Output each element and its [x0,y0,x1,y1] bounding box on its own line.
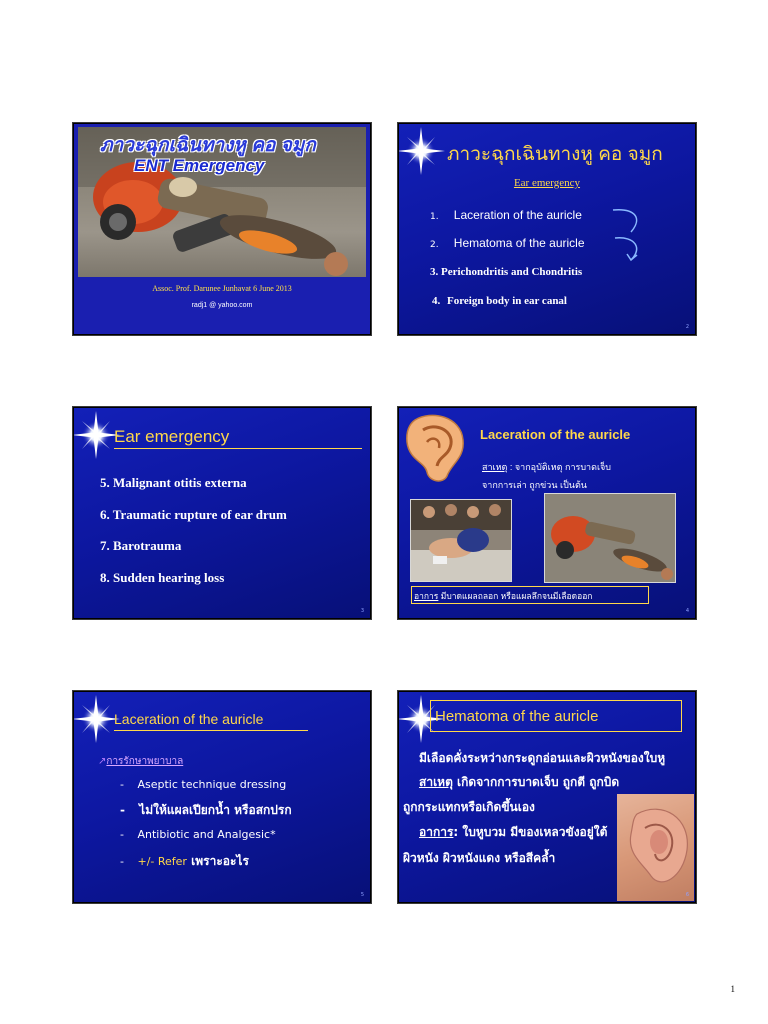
item-dash: - [120,803,125,817]
arrow-bullet-icon: ↗ [98,756,107,767]
symptom-text: : ใบหูบวม มีของเหลวขังอยู่ใต้ [453,825,608,839]
item-text: Aseptic technique dressing [137,778,287,791]
slide-5-title: Laceration of the auricle [114,711,264,727]
list-item: 7. Barotrauma [100,538,182,553]
slide-1-english-title: ENT Emergency [134,156,265,175]
slide-6-line-4 [419,823,607,842]
slide-4 [398,407,696,619]
item-dash: - [120,778,124,791]
cause-text: เกิดจากการบาดเจ็บ ถูกตี ถูกบิด [452,775,620,789]
slide-4-cause [482,460,611,474]
symptom-label: อาการ [419,825,454,839]
cause-label: สาเหตุ [482,462,508,472]
slide-3 [73,407,371,619]
list-item [430,236,585,250]
slide-page-number: 6 [685,892,689,898]
item-dash: - [120,855,124,868]
item-text: Perichondritis and Chondritis [441,266,583,278]
list-item: 8. Sudden hearing loss [100,570,225,585]
item-text: ไม่ให้แผลเปียกน้ำ หรือสกปรก [139,803,292,817]
slide-4-title: Laceration of the auricle [480,427,631,442]
item-text: เพราะอะไร [186,854,249,868]
item-text: Foreign body in ear canal [447,295,567,307]
slide-4-cause-2: จากการเล่า ถูกข่วน เป็นต้น [482,480,587,490]
slide-6 [398,691,696,903]
slide-page-number: 2 [685,324,689,330]
connector-arrow-icon [609,208,649,264]
list-item: 6. Traumatic rupture of ear drum [100,507,287,522]
symptom-label: อาการ [414,591,439,601]
slide-page-number: 4 [685,608,689,614]
item-text: Hematoma of the auricle [453,236,585,250]
item-dash: - [120,828,124,841]
list-item: 5. Malignant otitis externa [100,475,247,490]
slide-6-line-2 [419,773,619,792]
list-item [432,295,567,307]
slide-1-thai-title: ภาวะฉุกเฉินทางหู คอ จมูก [100,135,316,156]
list-item [120,828,276,841]
ear-illustration-icon [401,412,469,484]
slide-2-title: ภาวะฉุกเฉินทางหู คอ จมูก [447,144,663,165]
slide-3-title: Ear emergency [114,427,230,446]
star-burst-icon [73,411,120,459]
slide-1-author: Assoc. Prof. Darunee Junhavat 6 June 2013 [152,284,292,293]
cause-text: : จากอุบัติเหตุ การบาดเจ็บ [507,462,612,472]
item-refer: +/- Refer [137,855,187,868]
slide-5 [73,691,371,903]
slide-2-subtitle: Ear emergency [513,177,581,189]
wrestling-photo [410,499,512,582]
list-item [430,266,582,278]
heading-text: การรักษาพยาบาล [106,756,184,767]
item-number: 1. [430,212,439,222]
slide-6-line-3: ถูกกระแทกหรือเกิดขึ้นเอง [403,800,535,814]
slide-2 [398,123,696,335]
symptom-text: มีบาดแผลถลอก หรือแผลลึกจนมีเลือดออก [438,591,593,601]
item-number: 4. [432,295,441,307]
item-text: Laceration of the auricle [453,208,582,222]
slide-6-line-5: ผิวหนัง ผิวหนังแดง หรือสีคล้ำ [403,851,556,865]
list-item [120,801,292,820]
list-item [120,778,286,791]
slide-6-line-1: มีเลือดคั่งระหว่างกระดูกอ่อนและผิวหนังของใบหู [419,751,666,765]
slide-1 [73,123,371,335]
star-burst-icon [398,127,445,175]
slide-5-heading [98,754,183,769]
slide-1-email: radj1 @ yahoo.com [191,302,253,309]
item-text: Antibiotic and Analgesic* [137,828,276,841]
accident-photo-small [544,493,676,583]
slide-page-number: 3 [360,608,364,614]
list-item [120,852,249,871]
star-burst-icon [73,695,120,743]
item-number: 2. [430,240,439,250]
title-underline [114,730,308,731]
slide-page-number: 5 [360,892,364,898]
cause-label: สาเหตุ [419,775,453,789]
slide-6-title: Hematoma of the auricle [430,700,682,732]
list-item [430,208,582,222]
item-number: 3. [430,266,439,278]
swollen-ear-photo [617,794,694,901]
page-number: 1 [730,984,735,994]
title-underline [114,448,362,449]
slide-4-symptom [411,586,649,604]
